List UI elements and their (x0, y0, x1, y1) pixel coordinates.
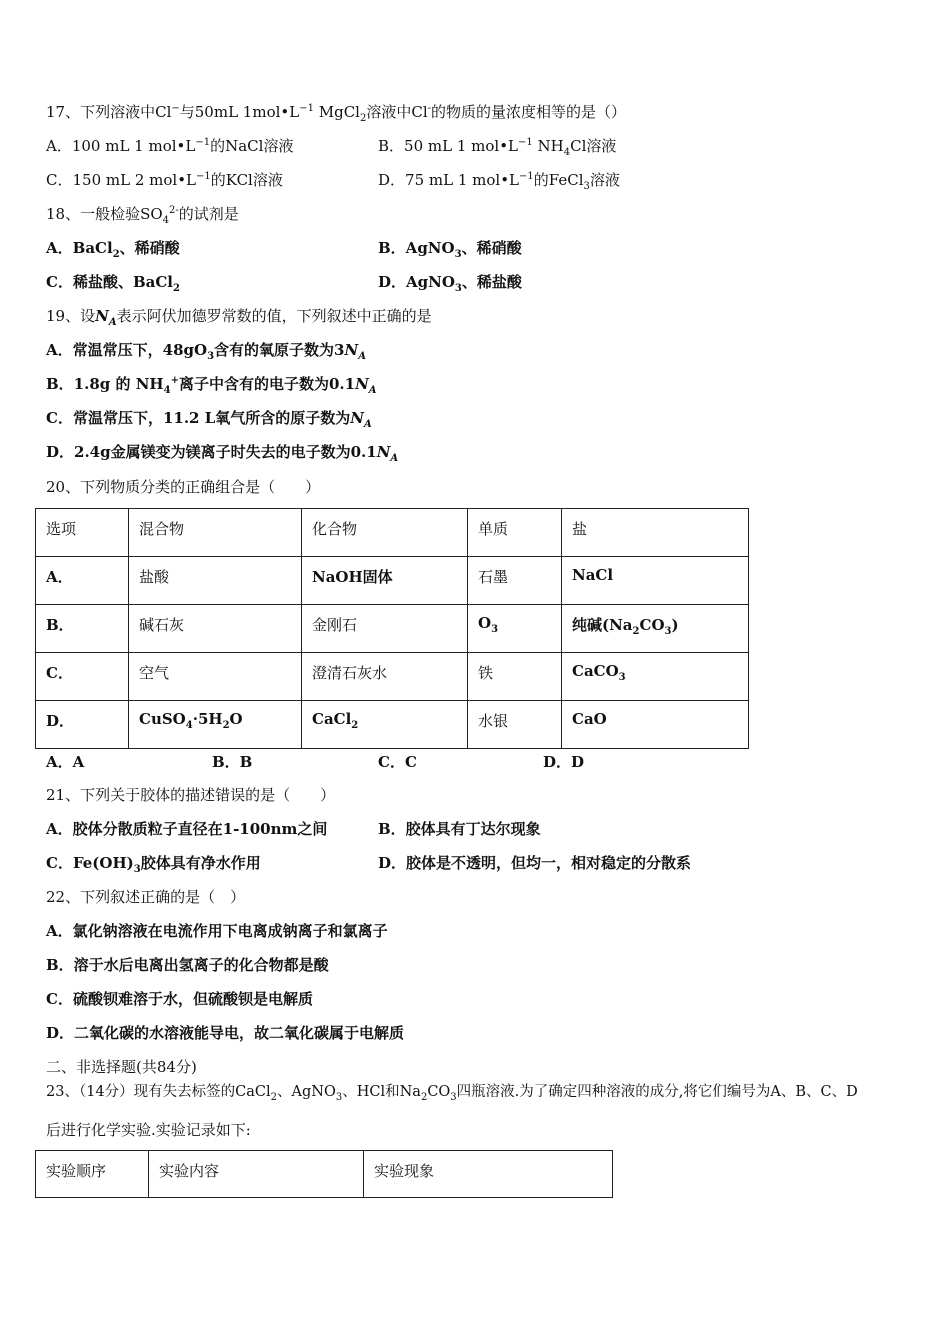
q17-option-b: B．50 mL 1 $mol•L^{-1}$ $NH_4Cl$溶液 (378, 137, 617, 158)
table-cell: 铁 (468, 653, 562, 701)
q19-option-b: B．1.8g 的 $NH_4^+$离子中含有的电子数为$0.1N_A$ (46, 375, 377, 396)
q20-option-d: D．D (543, 753, 585, 771)
table-header-cell: 盐 (562, 509, 749, 557)
table-cell: NaCl (562, 557, 749, 605)
q17-option-a: A．100 mL 1 $mol•L^{-1}$的NaCl溶液 (46, 137, 294, 155)
section-title: 二、非选择题(共84分) (46, 1058, 197, 1076)
table-cell: 空气 (129, 653, 302, 701)
table-cell: 水银 (468, 701, 562, 749)
table-cell: B． (36, 605, 129, 653)
q17-stem: 17、下列溶液中Cl−与50mL $1mol•L^{-1}$ MgCl$_2$溶液中Cl-的物质的量浓度相等的是（） (46, 103, 627, 124)
table-cell: CaCO$_3$ (562, 653, 749, 701)
q23-table (35, 1150, 613, 1198)
table-cell: 澄清石灰水 (302, 653, 468, 701)
table-header-row (36, 1151, 613, 1198)
table-cell: A． (36, 557, 129, 605)
table-cell: $O_3$ (468, 605, 562, 653)
q20-option-a: A．A (46, 753, 85, 771)
q18-option-b: B．AgNO$_3$、稀硝酸 (378, 239, 522, 260)
q23-stem-line1: 23、（14分）现有失去标签的CaCl$_2$、AgNO$_3$、HCl和$Na_2CO_3$四瓶溶液.为了确定四种溶液的成分,将它们编号为A、B、C、D (46, 1084, 858, 1103)
q17-option-d: D．75 mL 1 $mol•L^{-1}$的FeCl$_3$溶液 (378, 171, 620, 192)
table-row (36, 653, 749, 701)
q21-option-d: D．胶体是不透明，但均一，相对稳定的分散系 (378, 854, 692, 872)
q18-option-c: C．稀盐酸、BaCl$_2$ (46, 273, 180, 294)
q21-option-b: B．胶体具有丁达尔现象 (378, 820, 541, 838)
q22-option-c: C．硫酸钡难溶于水，但硫酸钡是电解质 (46, 990, 313, 1008)
q18-option-d: D．AgNO$_3$、稀盐酸 (378, 273, 522, 294)
table-header-cell: 选项 (36, 509, 129, 557)
q21-stem: 21、下列关于胶体的描述错误的是（ ） (46, 786, 336, 804)
table-row (36, 605, 749, 653)
table-header-cell: 混合物 (129, 509, 302, 557)
q23-stem-line2: 后进行化学实验.实验记录如下: (46, 1121, 251, 1139)
q22-stem: 22、下列叙述正确的是（ ） (46, 888, 246, 906)
q20-stem: 20、下列物质分类的正确组合是（ ） (46, 478, 321, 496)
q21-option-a: A．胶体分散质粒子直径在1-100nm之间 (46, 820, 328, 838)
table-cell: D． (36, 701, 129, 749)
q20-table (35, 508, 749, 749)
table-header-cell: 实验内容 (149, 1151, 364, 1198)
table-cell: 金刚石 (302, 605, 468, 653)
q21-option-c: C．$Fe(OH)_3$胶体具有净水作用 (46, 854, 261, 875)
table-cell: CaO (562, 701, 749, 749)
table-cell: $CuSO_4\cdot 5H_2O$ (129, 701, 302, 749)
table-cell: NaOH固体 (302, 557, 468, 605)
table-cell: CaCl$_2$ (302, 701, 468, 749)
table-cell: 碱石灰 (129, 605, 302, 653)
q18-option-a: A．BaCl$_2$、稀硝酸 (46, 239, 180, 260)
table-header-row (36, 509, 749, 557)
q19-option-c: C．常温常压下，11.2 L氧气所含的原子数为$N_A$ (46, 409, 372, 430)
table-header-cell: 化合物 (302, 509, 468, 557)
q19-option-a: A．常温常压下，$48gO_3$含有的氧原子数为$3N_A$ (46, 341, 366, 362)
q20-option-c: C．C (378, 753, 417, 771)
table-header-cell: 单质 (468, 509, 562, 557)
table-header-cell: 实验现象 (364, 1151, 613, 1198)
q18-stem: 18、一般检验$SO_4^{2-}$的试剂是 (46, 205, 239, 226)
q20-option-b: B．B (212, 753, 253, 771)
table-cell: C． (36, 653, 129, 701)
table-cell: 石墨 (468, 557, 562, 605)
q22-option-a: A．氯化钠溶液在电流作用下电离成钠离子和氯离子 (46, 922, 388, 940)
q19-option-d: D．2.4g金属镁变为镁离子时失去的电子数为$0.1N_A$ (46, 443, 399, 464)
q19-stem: 19、设$N_A$表示阿伏加德罗常数的值，下列叙述中正确的是 (46, 307, 432, 328)
table-cell: 盐酸 (129, 557, 302, 605)
q22-option-d: D．二氧化碳的水溶液能导电，故二氧化碳属于电解质 (46, 1024, 405, 1042)
q22-option-b: B．溶于水后电离出氢离子的化合物都是酸 (46, 956, 329, 974)
table-cell: 纯碱$(Na_2CO_3)$ (562, 605, 749, 653)
table-row (36, 557, 749, 605)
table-row (36, 701, 749, 749)
table-header-cell: 实验顺序 (36, 1151, 149, 1198)
q17-option-c: C．150 mL 2 $mol•L^{-1}$的KCl溶液 (46, 171, 283, 189)
